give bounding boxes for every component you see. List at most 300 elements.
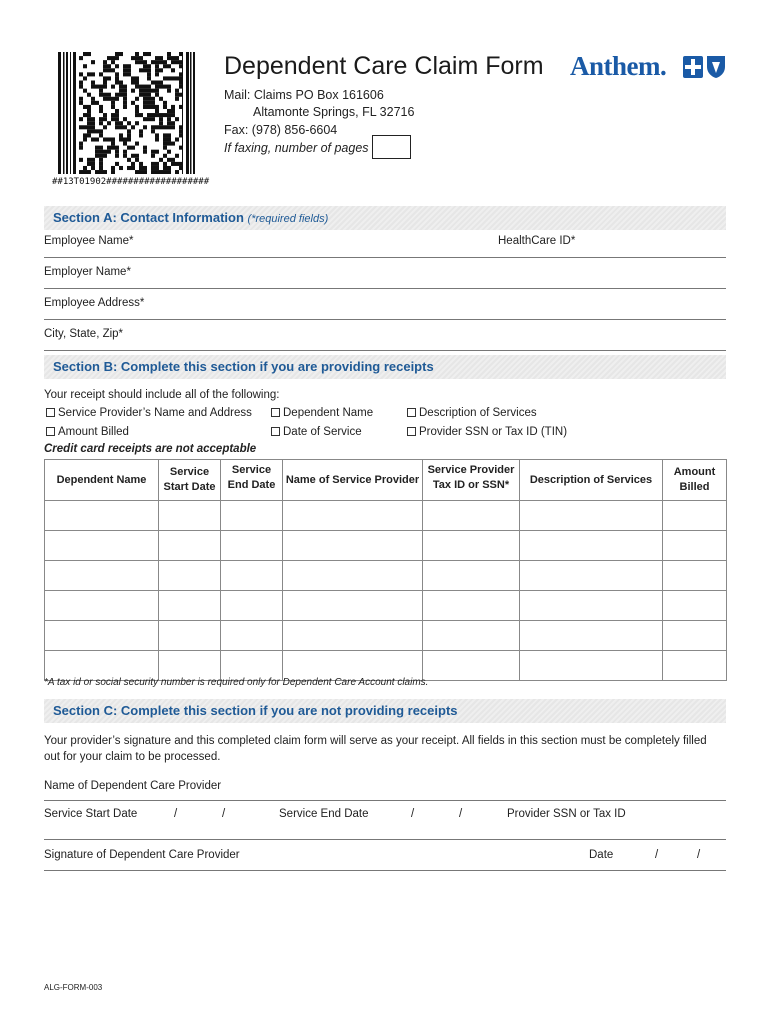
barcode-module [167, 142, 171, 146]
barcode-module [111, 137, 115, 141]
barcode-module [127, 146, 131, 150]
barcode-module [87, 109, 91, 113]
barcode-module [79, 146, 83, 150]
barcode-module [175, 170, 179, 174]
barcode-module [131, 89, 135, 93]
cell-start-date[interactable] [159, 501, 221, 531]
barcode-module [147, 89, 151, 93]
cell-start-date[interactable] [159, 531, 221, 561]
col-service-start-date: Service Start Date [159, 460, 221, 501]
cell-dependent-name[interactable] [45, 501, 159, 531]
barcode-module [119, 80, 123, 84]
barcode-module [107, 146, 111, 150]
cell-tax-id[interactable] [423, 651, 520, 681]
barcode-module [103, 154, 107, 158]
barcode-module [87, 113, 91, 117]
cell-provider-name[interactable] [283, 501, 423, 531]
barcode-module [99, 129, 103, 133]
barcode-module [103, 68, 107, 72]
barcode-module [119, 85, 123, 89]
table-row [45, 591, 727, 621]
barcode-module [179, 162, 183, 166]
barcode-module [119, 52, 123, 56]
provider-name-field[interactable] [44, 775, 726, 797]
barcode-module [151, 150, 155, 154]
barcode-module [111, 56, 115, 60]
barcode-module [115, 113, 119, 117]
barcode-module [175, 97, 179, 101]
barcode-module [99, 170, 103, 174]
barcode-module [107, 121, 111, 125]
barcode-module [131, 166, 135, 170]
date-slash: / [222, 808, 226, 820]
barcode-module [147, 105, 151, 109]
barcode-module [115, 52, 119, 56]
barcode-module [115, 64, 119, 68]
section-b-title: Section B: Complete this section if you are providing receipts [53, 359, 434, 374]
barcode-module [163, 142, 167, 146]
cell-amount[interactable] [663, 591, 727, 621]
barcode-module [123, 137, 127, 141]
cell-description[interactable] [520, 531, 663, 561]
barcode-module [155, 162, 159, 166]
barcode-module [159, 80, 163, 84]
col-service-end-date: Service End Date [221, 460, 283, 501]
section-c-title: Section C: Complete this section if you are not providing receipts [53, 703, 458, 718]
barcode-module [163, 113, 167, 117]
barcode-module [123, 142, 127, 146]
col-dependent-name: Dependent Name [45, 460, 159, 501]
date-slash: / [174, 808, 178, 820]
barcode-module [83, 133, 87, 137]
barcode-module [87, 133, 91, 137]
receipt-intro: Your receipt should include all of the following: [44, 389, 280, 401]
city-state-zip-field[interactable] [44, 323, 726, 349]
barcode-module [143, 60, 147, 64]
cell-tax-id[interactable] [423, 621, 520, 651]
table-row [45, 621, 727, 651]
barcode-module [123, 125, 127, 129]
cell-tax-id[interactable] [423, 591, 520, 621]
barcode-module [143, 89, 147, 93]
divider [44, 350, 726, 351]
barcode-module [119, 133, 123, 137]
cell-dependent-name[interactable] [45, 531, 159, 561]
barcode-module [99, 158, 103, 162]
barcode-module [99, 150, 103, 154]
barcode-module [151, 154, 155, 158]
fax-number: Fax: (978) 856-6604 [224, 123, 338, 137]
barcode-module [79, 158, 83, 162]
cell-description[interactable] [520, 591, 663, 621]
barcode-module [159, 113, 163, 117]
mail-address-line1: Mail: Claims PO Box 161606 [224, 88, 384, 102]
barcode-module [111, 113, 115, 117]
cell-tax-id[interactable] [423, 501, 520, 531]
barcode-module [163, 154, 167, 158]
barcode-module [179, 64, 183, 68]
barcode-module [91, 121, 95, 125]
cell-dependent-name[interactable] [45, 591, 159, 621]
barcode-module [143, 146, 147, 150]
cell-description[interactable] [520, 561, 663, 591]
barcode-module [99, 72, 103, 76]
barcode-module [127, 166, 131, 170]
cell-end-date[interactable] [221, 591, 283, 621]
barcode-module [155, 56, 159, 60]
barcode-module [151, 166, 155, 170]
provider-ssn-field[interactable] [507, 818, 726, 836]
barcode-module [147, 68, 151, 72]
barcode-module [155, 72, 159, 76]
barcode-module [115, 162, 119, 166]
barcode-module [179, 80, 183, 84]
barcode-module [119, 125, 123, 129]
barcode-module [79, 142, 83, 146]
cell-dependent-name[interactable] [45, 561, 159, 591]
barcode-module [167, 133, 171, 137]
col-description: Description of Services [520, 460, 663, 501]
barcode-module [147, 93, 151, 97]
barcode-module [103, 113, 107, 117]
city-state-zip-label: City, State, Zip* [44, 328, 124, 340]
barcode-module [83, 64, 87, 68]
barcode-module [159, 125, 163, 129]
barcode-module [99, 93, 103, 97]
barcode-module [83, 52, 87, 56]
cell-dependent-name[interactable] [45, 651, 159, 681]
barcode-module [87, 52, 91, 56]
barcode-module [135, 154, 139, 158]
barcode-module [155, 125, 159, 129]
barcode-module [103, 125, 107, 129]
barcode-module [87, 117, 91, 121]
barcode-module [107, 150, 111, 154]
barcode-module [167, 150, 171, 154]
barcode-module [127, 137, 131, 141]
cell-start-date[interactable] [159, 621, 221, 651]
cell-start-date[interactable] [159, 651, 221, 681]
barcode-module [155, 150, 159, 154]
barcode-module [111, 142, 115, 146]
barcode-module [107, 76, 111, 80]
section-a-note: (*required fields) [247, 213, 329, 225]
barcode-module [87, 170, 91, 174]
table-row [45, 561, 727, 591]
signature-field[interactable] [44, 845, 544, 867]
barcode-module [135, 158, 139, 162]
cell-provider-name[interactable] [283, 621, 423, 651]
barcode-module [155, 105, 159, 109]
barcode-module [99, 146, 103, 150]
barcode-module [83, 170, 87, 174]
barcode-module [119, 121, 123, 125]
barcode-module [155, 64, 159, 68]
barcode-module [83, 166, 87, 170]
barcode-module [159, 170, 163, 174]
date-slash: / [697, 849, 701, 861]
barcode-module [115, 80, 119, 84]
cell-end-date[interactable] [221, 531, 283, 561]
barcode-module [163, 60, 167, 64]
divider [44, 870, 726, 871]
barcode-module [167, 85, 171, 89]
barcode-module [167, 117, 171, 121]
divider [44, 288, 726, 289]
fax-pages-input[interactable] [372, 135, 411, 159]
cell-end-date[interactable] [221, 621, 283, 651]
employee-address-field[interactable] [44, 292, 726, 318]
barcode-module [91, 117, 95, 121]
barcode-module [167, 56, 171, 60]
barcode-module [115, 56, 119, 60]
barcode-module [107, 68, 111, 72]
barcode-module [143, 64, 147, 68]
barcode-module [175, 56, 179, 60]
barcode-module [155, 166, 159, 170]
barcode-image [58, 52, 196, 174]
cell-start-date[interactable] [159, 561, 221, 591]
barcode-module [87, 72, 91, 76]
barcode-module [155, 133, 159, 137]
barcode-module [147, 64, 151, 68]
barcode-module [103, 150, 107, 154]
service-end-date-field[interactable] [385, 804, 495, 824]
barcode-module [179, 85, 183, 89]
barcode-module [163, 170, 167, 174]
col-provider-name: Name of Service Provider [283, 460, 423, 501]
barcode-module [171, 121, 175, 125]
barcode-module [179, 125, 183, 129]
barcode-module [131, 80, 135, 84]
barcode-module [151, 60, 155, 64]
barcode-module [91, 129, 95, 133]
barcode-module [131, 56, 135, 60]
cell-provider-name[interactable] [283, 651, 423, 681]
barcode-module [95, 129, 99, 133]
barcode-module [111, 146, 115, 150]
barcode-module [87, 129, 91, 133]
barcode-module [127, 133, 131, 137]
barcode-module [103, 137, 107, 141]
barcode-module [139, 133, 143, 137]
barcode-module [83, 89, 87, 93]
employee-name-field[interactable] [44, 230, 726, 256]
barcode-module [135, 109, 139, 113]
barcode-module [87, 93, 91, 97]
barcode-module [163, 64, 167, 68]
barcode-module [139, 93, 143, 97]
barcode-module [83, 125, 87, 129]
barcode-module [155, 68, 159, 72]
barcode-module [79, 125, 83, 129]
service-start-date-field[interactable] [150, 804, 260, 824]
barcode-module [159, 60, 163, 64]
barcode-module [167, 113, 171, 117]
barcode-module [99, 109, 103, 113]
cell-description[interactable] [520, 501, 663, 531]
barcode-module [135, 121, 139, 125]
barcode-module [143, 125, 147, 129]
barcode-module [167, 125, 171, 129]
barcode-module [123, 68, 127, 72]
barcode-module [159, 121, 163, 125]
barcode-module [147, 85, 151, 89]
barcode-module [139, 129, 143, 133]
barcode-module [103, 97, 107, 101]
barcode-module [91, 101, 95, 105]
barcode-module [111, 105, 115, 109]
barcode-module [123, 89, 127, 93]
barcode-module [139, 166, 143, 170]
barcode-module [163, 146, 167, 150]
cell-tax-id[interactable] [423, 531, 520, 561]
barcode-text: ##13T01902################### [52, 177, 210, 187]
mail-address-line2: Altamonte Springs, FL 32716 [253, 105, 415, 119]
barcode-module [91, 162, 95, 166]
barcode-module [167, 64, 171, 68]
barcode-module [175, 76, 179, 80]
barcode-module [175, 154, 179, 158]
barcode-module [159, 68, 163, 72]
employer-name-field[interactable] [44, 261, 726, 287]
signature-date-field[interactable] [620, 845, 726, 867]
barcode-module [127, 64, 131, 68]
cell-provider-name[interactable] [283, 561, 423, 591]
barcode-module [179, 60, 183, 64]
cell-amount[interactable] [663, 561, 727, 591]
barcode-module [115, 150, 119, 154]
barcode-module [91, 166, 95, 170]
barcode-module [123, 93, 127, 97]
barcode-module [123, 154, 127, 158]
cell-amount[interactable] [663, 621, 727, 651]
barcode-module [151, 101, 155, 105]
cell-dependent-name[interactable] [45, 621, 159, 651]
barcode-module [179, 76, 183, 80]
barcode-module [155, 80, 159, 84]
cell-amount[interactable] [663, 651, 727, 681]
cell-provider-name[interactable] [283, 591, 423, 621]
barcode-module [103, 85, 107, 89]
barcode-module [179, 129, 183, 133]
barcode-module [119, 89, 123, 93]
barcode-module [163, 85, 167, 89]
barcode-module [151, 113, 155, 117]
checklist-item-date-of-service: Date of Service [271, 426, 362, 438]
healthcare-id-label: HealthCare ID* [498, 235, 576, 247]
barcode-module [151, 89, 155, 93]
barcode-module [171, 158, 175, 162]
barcode-module [115, 93, 119, 97]
barcode-module [139, 170, 143, 174]
barcode-module [99, 166, 103, 170]
barcode-module [163, 76, 167, 80]
cell-amount[interactable] [663, 501, 727, 531]
barcode-module [123, 105, 127, 109]
cell-end-date[interactable] [221, 501, 283, 531]
barcode-module [79, 56, 83, 60]
barcode-module [167, 52, 171, 56]
form-title: Dependent Care Claim Form [224, 52, 544, 80]
barcode-module [179, 52, 183, 56]
barcode-module [99, 121, 103, 125]
barcode-module [143, 117, 147, 121]
cell-amount[interactable] [663, 531, 727, 561]
checkbox-icon [271, 427, 280, 436]
barcode-module [103, 93, 107, 97]
cell-tax-id[interactable] [423, 561, 520, 591]
cell-provider-name[interactable] [283, 531, 423, 561]
barcode-module [115, 154, 119, 158]
barcode-module [131, 76, 135, 80]
barcode-module [135, 80, 139, 84]
cell-end-date[interactable] [221, 651, 283, 681]
checklist-item-description: Description of Services [407, 407, 537, 419]
barcode-module [143, 52, 147, 56]
barcode-module [151, 117, 155, 121]
barcode-module [79, 72, 83, 76]
barcode-module [143, 97, 147, 101]
barcode-module [131, 162, 135, 166]
barcode-module [107, 97, 111, 101]
barcode-module [151, 80, 155, 84]
barcode-module [95, 150, 99, 154]
checkbox-icon [46, 427, 55, 436]
barcode-module [103, 117, 107, 121]
date-slash: / [411, 808, 415, 820]
barcode-module [111, 101, 115, 105]
barcode-module [167, 76, 171, 80]
barcode-module [135, 56, 139, 60]
logo-wordmark: Anthem. [570, 51, 667, 81]
barcode-module [163, 162, 167, 166]
cell-end-date[interactable] [221, 561, 283, 591]
cell-start-date[interactable] [159, 591, 221, 621]
barcode-module [91, 158, 95, 162]
barcode-module [163, 105, 167, 109]
barcode-module [99, 105, 103, 109]
barcode-module [155, 93, 159, 97]
barcode-module [91, 60, 95, 64]
barcode-module [111, 170, 115, 174]
cell-description[interactable] [520, 651, 663, 681]
barcode-module [135, 76, 139, 80]
barcode-module [175, 117, 179, 121]
barcode-module [175, 93, 179, 97]
barcode-module [159, 117, 163, 121]
barcode-module [171, 162, 175, 166]
barcode-module [79, 170, 83, 174]
barcode-module [103, 76, 107, 80]
blue-cross-icon [683, 56, 703, 78]
barcode-module [179, 72, 183, 76]
barcode-module [135, 52, 139, 56]
barcode-module [111, 166, 115, 170]
credit-card-note: Credit card receipts are not acceptable [44, 443, 257, 455]
cell-description[interactable] [520, 621, 663, 651]
barcode-module [95, 137, 99, 141]
barcode-module [159, 97, 163, 101]
barcode-module [87, 105, 91, 109]
barcode-module [147, 52, 151, 56]
barcode-module [167, 170, 171, 174]
barcode-module [139, 60, 143, 64]
barcode-module [155, 89, 159, 93]
date-slash: / [459, 808, 463, 820]
barcode-module [123, 72, 127, 76]
receipts-table [44, 459, 727, 681]
